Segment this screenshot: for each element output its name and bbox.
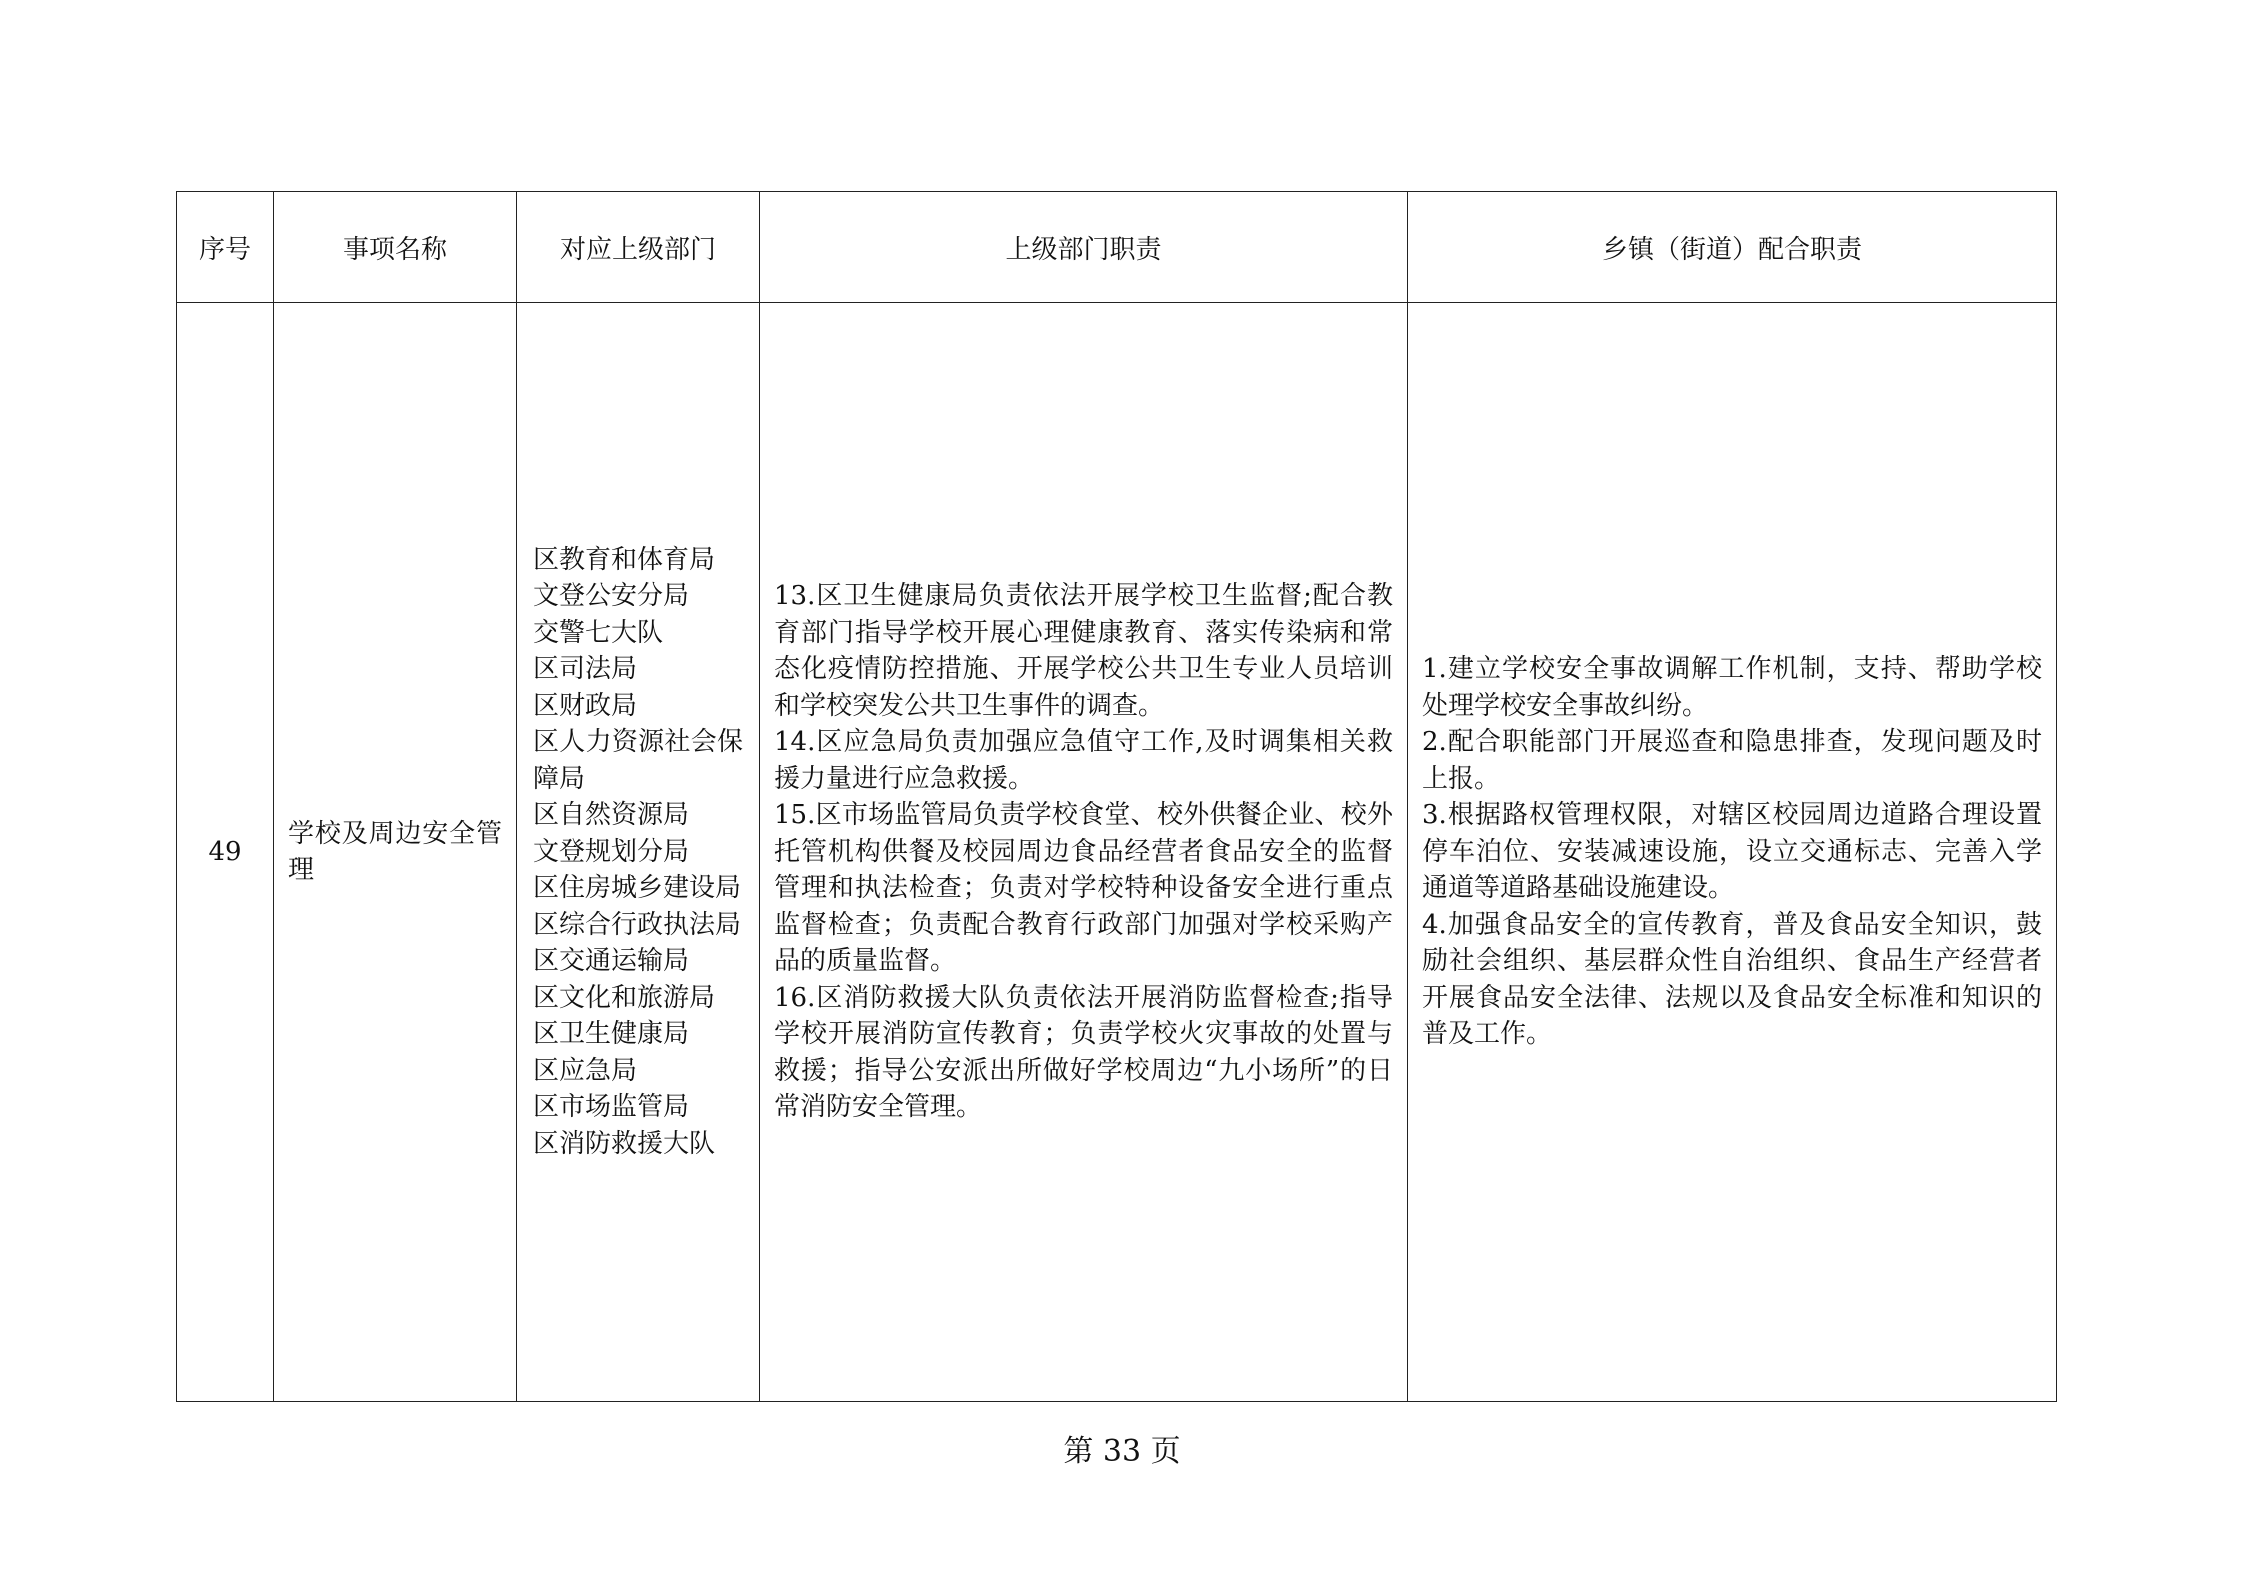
town-duty-item: 2.配合职能部门开展巡查和隐患排查，发现问题及时上报。 xyxy=(1422,727,2042,794)
upper-duty-item: 13.区卫生健康局负责依法开展学校卫生监督;配合教育部门指导学校开展心理健康教育、落实传染病和常态化疫情防控措施、开展学校公共卫生专业人员培训和学校突发公共卫生事件的调查。 xyxy=(774,581,1393,721)
dept-item: 文登规划分局 xyxy=(533,836,690,867)
upper-duty-item: 15.区市场监管局负责学校食堂、校外供餐企业、校外托管机构供餐及校园周边食品经营者食品安全的监督管理和执法检查；负责对学校特种设备安全进行重点监督检查；负责配合教育行政部门加强对学校采购产品的质量监督。 xyxy=(774,800,1393,977)
row-upper-depts xyxy=(517,303,760,1402)
dept-item: 区综合行政执法局 xyxy=(533,909,742,940)
dept-item: 区自然资源局 xyxy=(533,800,690,831)
dept-item: 区教育和体育局 xyxy=(533,544,716,575)
dept-item: 区人力资源社会保障局 xyxy=(533,727,743,794)
town-duty-item: 4.加强食品安全的宣传教育，普及食品安全知识，鼓励社会组织、基层群众性自治组织、食品生产经营者开展食品安全法律、法规以及食品安全标准和知识的普及工作。 xyxy=(1422,909,2042,1050)
dept-item: 区市场监管局 xyxy=(533,1092,690,1123)
page-number: 第 33 页 xyxy=(1063,1434,1181,1469)
header-item-name: 事项名称 xyxy=(274,192,517,303)
dept-item: 区应急局 xyxy=(533,1055,638,1086)
header-upper-duty: 上级部门职责 xyxy=(760,192,1408,303)
dept-item: 区住房城乡建设局 xyxy=(533,873,742,904)
table-header-row xyxy=(177,192,2057,303)
dept-item: 文登公安分局 xyxy=(533,581,690,612)
row-upper-duties xyxy=(760,303,1408,1402)
upper-duty-item: 16.区消防救援大队负责依法开展消防监督检查;指导学校开展消防宣传教育；负责学校火灾事故的处置与救援；指导公安派出所做好学校周边“九小场所”的日常消防安全管理。 xyxy=(774,982,1393,1123)
dept-item: 区交通运输局 xyxy=(533,946,690,977)
item-name-text: 学校及周边安全管理 xyxy=(288,818,502,885)
row-seq: 49 xyxy=(177,303,274,1402)
dept-item: 区司法局 xyxy=(533,654,638,685)
duty-table xyxy=(176,191,2057,1402)
dept-item: 区卫生健康局 xyxy=(533,1019,690,1050)
town-duty-item: 3.根据路权管理权限，对辖区校园周边道路合理设置停车泊位、安装减速设施，设立交通标志、完善入学通道等道路基础设施建设。 xyxy=(1422,800,2042,904)
upper-duty-item: 14.区应急局负责加强应急值守工作,及时调集相关救援力量进行应急救援。 xyxy=(774,727,1393,794)
table-row xyxy=(177,303,2057,1402)
header-town-duty: 乡镇（街道）配合职责 xyxy=(1408,192,2057,303)
header-seq: 序号 xyxy=(177,192,274,303)
dept-item: 区财政局 xyxy=(533,690,638,721)
dept-item: 区消防救援大队 xyxy=(533,1128,716,1159)
row-item-name xyxy=(274,303,517,1402)
dept-item: 区文化和旅游局 xyxy=(533,982,716,1013)
header-upper-dept: 对应上级部门 xyxy=(517,192,760,303)
town-duty-item: 1.建立学校安全事故调解工作机制，支持、帮助学校处理学校安全事故纠纷。 xyxy=(1422,654,2042,721)
dept-item: 交警七大队 xyxy=(533,617,664,648)
row-town-duties xyxy=(1408,303,2057,1402)
